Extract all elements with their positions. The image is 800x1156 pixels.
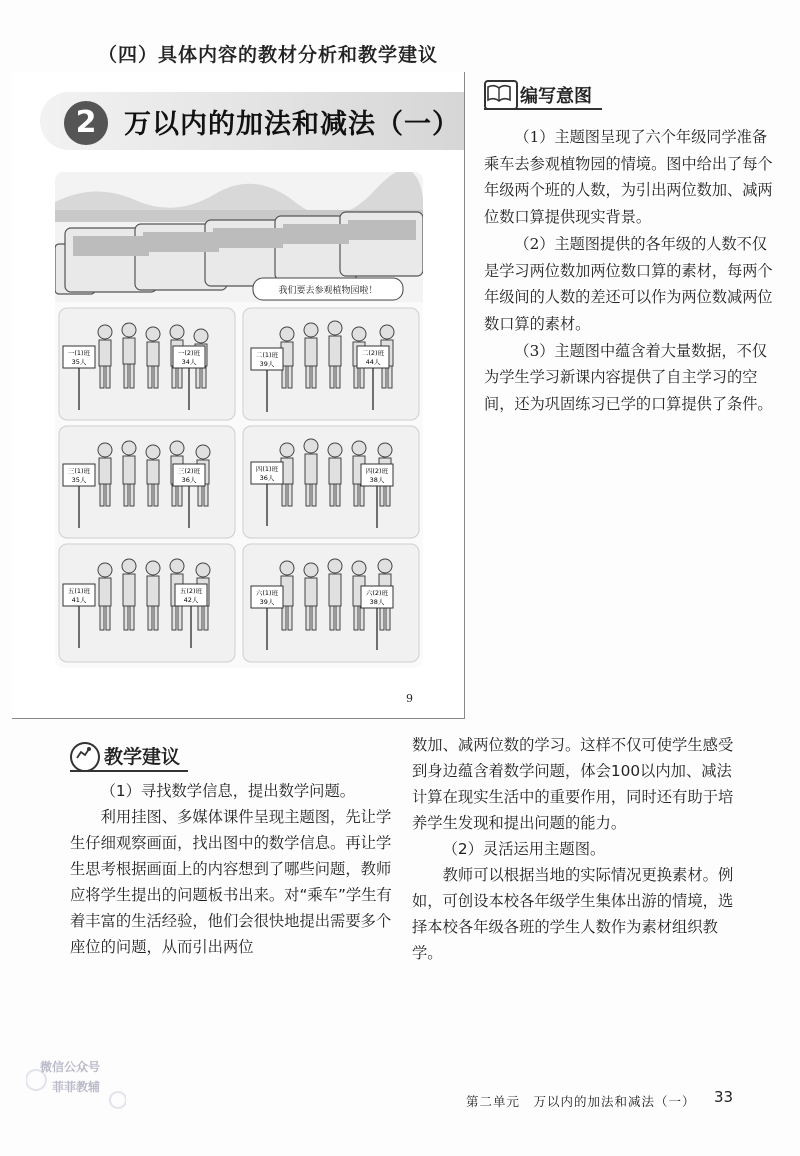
intent-paragraph: （2）主题图提供的各年级的人数不仅是学习两位数加两位数口算的素材，每两个年级间的人数的差还可以作为两位数减两位数口算的素材。	[484, 234, 773, 333]
class-sign-count: 35人	[71, 358, 87, 366]
section-title: （四）具体内容的教材分析和教学建议	[98, 44, 439, 66]
intent-divider	[484, 108, 602, 110]
class-sign-name: 二(2)班	[361, 349, 385, 357]
intent-paragraph: （3）主题图中蕴含着大量数据，不仅为学生学习新课内容提供了自主学习的空间，还为巩固练习已学的口算提供了条件。	[484, 341, 773, 414]
class-sign-count: 38人	[369, 598, 385, 606]
class-sign-name: 三(1)班	[67, 467, 91, 475]
intent-heading: 编写意图	[520, 86, 592, 107]
class-sign-count: 39人	[259, 598, 275, 606]
speech-bubble-text: 我们要去参观植物园啦！	[278, 286, 378, 296]
footer-page-number: 33	[714, 1088, 734, 1106]
class-sign-name: 五(2)班	[179, 587, 203, 595]
suggestion-paragraph: 教师可以根据当地的实际情况更换素材。例如，可创设本校各年级学生集体出游的情境，选择本校各年级各班的学生人数作为素材组织教学。	[412, 866, 734, 962]
class-sign-count: 42人	[183, 596, 199, 604]
suggestion-paragraph-continued: 数加、减两位数的学习。这样不仅可使学生感受到身边蕴含着数学问题，体会100以内加、减法计算在现实生活中的重要作用，同时还有助于培养学生发现和提出问题的能力。	[412, 736, 734, 832]
suggestion-paragraph: （2）灵活运用主题图。	[442, 840, 606, 858]
theme-illustration	[55, 172, 423, 668]
intent-body	[484, 124, 774, 418]
lesson-number-badge: 2	[64, 101, 108, 145]
suggestions-left-column	[70, 778, 396, 960]
class-sign-name: 六(1)班	[255, 589, 279, 597]
class-sign-name: 一(1)班	[67, 349, 91, 357]
suggestions-right-column	[412, 732, 742, 966]
class-sign-count: 35人	[71, 476, 87, 484]
book-icon	[484, 80, 518, 110]
class-sign-count: 36人	[181, 476, 197, 484]
class-sign-name: 五(1)班	[67, 587, 91, 595]
suggestions-divider	[70, 770, 188, 772]
class-sign-name: 三(2)班	[177, 467, 201, 475]
class-sign-name: 四(2)班	[365, 467, 389, 475]
class-sign-count: 38人	[369, 476, 385, 484]
class-sign-name: 六(2)班	[365, 589, 389, 597]
suggestions-heading: 教学建议	[104, 746, 181, 768]
suggestion-paragraph: （1）寻找数学信息，提出数学问题。	[100, 782, 356, 800]
textbook-page-number: 9	[406, 692, 413, 705]
watermark-line-1: 微信公众号	[40, 1060, 101, 1074]
watermark-line-2: 菲菲教辅	[52, 1080, 101, 1094]
intent-paragraph: （1）主题图呈现了六个年级同学准备乘车去参观植物园的情境。图中给出了每个年级两个班的人数，为引出两位数加、减两位数口算提供现实背景。	[484, 128, 773, 227]
class-sign-name: 一(2)班	[177, 349, 201, 357]
class-sign-count: 41人	[71, 596, 87, 604]
class-sign-count: 36人	[259, 474, 275, 482]
lesson-title: 万以内的加法和减法（一）	[124, 109, 460, 140]
class-sign-count: 39人	[259, 360, 275, 368]
suggestion-paragraph: 利用挂图、多媒体课件呈现主题图，先让学生仔细观察画面，找出图中的数学信息。再让学生思考根据画面上的内容想到了哪些问题，教师应将学生提出的问题板书出来。对“乘车”学生有着丰富的生活经验，他们会很快地提出需要多个座位的问题，从而引出两位	[70, 808, 392, 956]
class-sign-count: 34人	[181, 358, 197, 366]
pointer-hand-icon	[70, 742, 100, 772]
class-sign-name: 二(1)班	[255, 351, 279, 359]
footer-unit-title: 第二单元 万以内的加法和减法（一）	[466, 1094, 696, 1109]
class-sign-name: 四(1)班	[255, 465, 279, 473]
class-sign-count: 44人	[365, 358, 381, 366]
